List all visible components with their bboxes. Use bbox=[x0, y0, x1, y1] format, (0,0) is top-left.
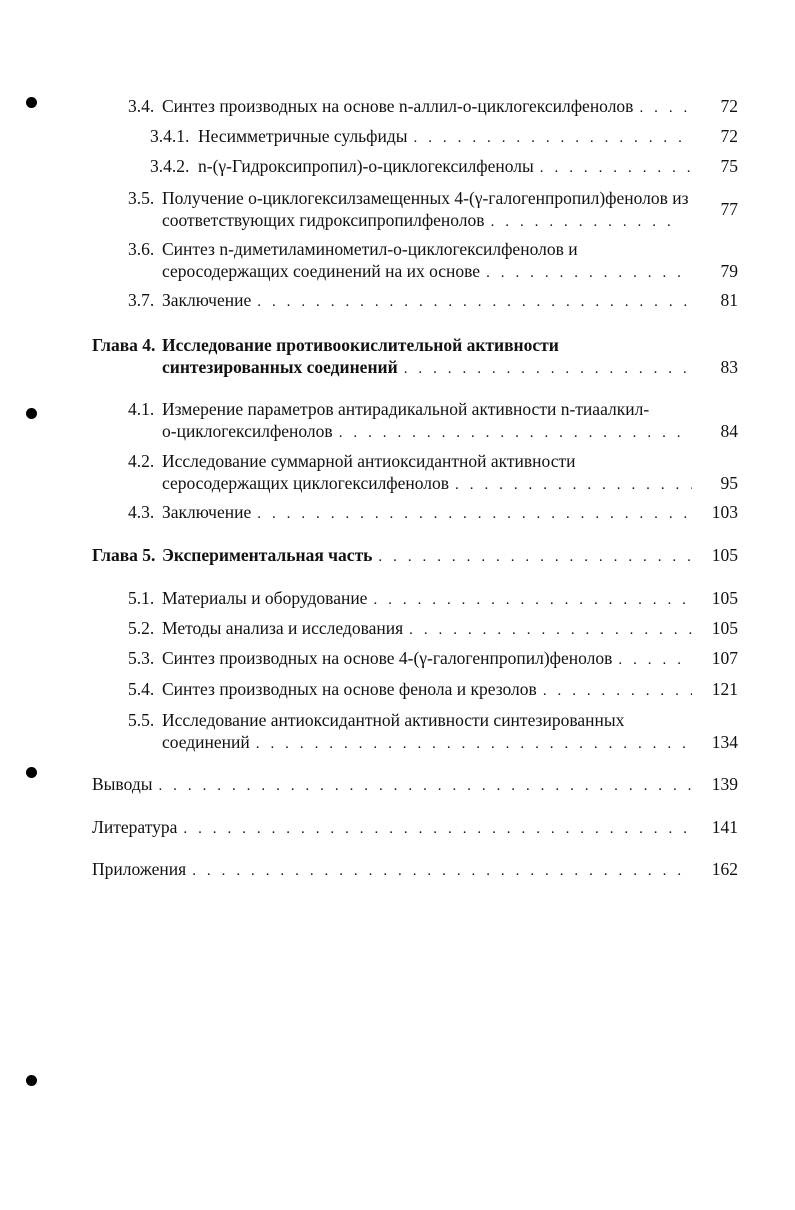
dot-leader bbox=[257, 503, 692, 525]
dot-leader bbox=[158, 775, 692, 797]
toc-entry-number: 5.3. bbox=[128, 648, 155, 668]
toc-entry-number: 5.4. bbox=[128, 679, 155, 699]
toc-entry-title: Выводы bbox=[92, 774, 153, 794]
dot-leader bbox=[540, 157, 692, 179]
toc-entry-page: 139 bbox=[711, 774, 738, 794]
dot-leader bbox=[183, 818, 692, 840]
dot-leader bbox=[378, 546, 692, 568]
toc-entry-title-line2: серосодержащих циклогексилфенолов bbox=[162, 473, 450, 493]
toc-entry-page: 107 bbox=[711, 648, 738, 668]
dot-leader bbox=[373, 589, 692, 611]
toc-entry-page: 105 bbox=[711, 588, 738, 608]
binder-hole-mark bbox=[26, 97, 37, 108]
toc-entry-title: Заключение bbox=[162, 290, 252, 310]
toc-entry-page: 81 bbox=[720, 290, 738, 310]
toc-entry-page: 121 bbox=[711, 679, 738, 699]
toc-entry-title-line2: соединений bbox=[162, 732, 250, 752]
toc-chapter-title-line1: Исследование противоокислительной активности bbox=[162, 335, 559, 355]
dot-leader bbox=[455, 474, 692, 496]
toc-chapter-title-line2: синтезированных соединений bbox=[162, 357, 398, 377]
toc-entry-number: 3.7. bbox=[128, 290, 155, 310]
dot-leader bbox=[491, 211, 682, 233]
toc-entry-title: Синтез производных на основе n-аллил-o-циклогексилфенолов bbox=[162, 96, 634, 116]
toc-entry-number: 4.1. bbox=[128, 399, 155, 419]
dot-leader bbox=[339, 422, 692, 444]
dot-leader bbox=[543, 680, 692, 702]
binder-hole-mark bbox=[26, 1075, 37, 1086]
toc-entry-page: 79 bbox=[720, 261, 738, 281]
toc-entry-number: 3.4. bbox=[128, 96, 155, 116]
toc-entry-page: 84 bbox=[720, 421, 738, 441]
dot-leader bbox=[486, 262, 692, 284]
toc-entry-page: 103 bbox=[711, 502, 738, 522]
toc-entry-number: 3.4.1. bbox=[150, 126, 190, 146]
toc-entry-page: 72 bbox=[720, 96, 738, 116]
toc-entry-number: 3.4.2. bbox=[150, 156, 190, 176]
toc-entry-page: 105 bbox=[711, 618, 738, 638]
toc-entry-title: Синтез производных на основе фенола и крезолов bbox=[162, 679, 537, 699]
toc-entry-title: Материалы и оборудование bbox=[162, 588, 368, 608]
toc-entry-title-line2: соответствующих гидроксипропилфенолов bbox=[162, 210, 485, 230]
toc-entry-page: 162 bbox=[711, 859, 738, 879]
dot-leader bbox=[256, 733, 692, 755]
toc-entry-number: 5.1. bbox=[128, 588, 155, 608]
toc-entry-page: 141 bbox=[711, 817, 738, 837]
toc-entry-number: 4.2. bbox=[128, 451, 155, 471]
toc-entry-title-line2: серосодержащих соединений на их основе bbox=[162, 261, 481, 281]
toc-entry-title-line2: o-циклогексилфенолов bbox=[162, 421, 333, 441]
toc-entry-title-line1: Исследование суммарной антиоксидантной активности bbox=[162, 451, 576, 471]
toc-chapter-page: 105 bbox=[711, 545, 738, 565]
toc-entry-page: 134 bbox=[711, 732, 738, 752]
toc-entry-page: 72 bbox=[720, 126, 738, 146]
toc-chapter-number: Глава 5. bbox=[92, 545, 156, 565]
binder-hole-mark bbox=[26, 408, 37, 419]
toc-entry-title-line1: Измерение параметров антирадикальной активности n-тиаалкил- bbox=[162, 399, 650, 419]
toc-entry-title-line1: Синтез n-диметиламинометил-o-циклогексилфенолов и bbox=[162, 239, 578, 259]
toc-entry-title: Методы анализа и исследования bbox=[162, 618, 404, 638]
toc-entry-page: 77 bbox=[720, 199, 738, 219]
toc-entry-page: 75 bbox=[720, 156, 738, 176]
toc-entry-page: 95 bbox=[720, 473, 738, 493]
dot-leader bbox=[257, 291, 692, 313]
dot-leader bbox=[404, 358, 692, 380]
toc-entry-title: Литература bbox=[92, 817, 178, 837]
toc-entry-number: 5.5. bbox=[128, 710, 155, 730]
toc-entry-title: Синтез производных на основе 4-(γ-галогенпропил)фенолов bbox=[162, 648, 613, 668]
toc-entry-title-line1: Исследование антиоксидантной активности синтезированных bbox=[162, 710, 625, 730]
toc-chapter-title: Экспериментальная часть bbox=[162, 545, 373, 565]
toc-entry-title: Приложения bbox=[92, 859, 187, 879]
toc-entry-title: Несимметричные сульфиды bbox=[198, 126, 408, 146]
dot-leader bbox=[639, 97, 692, 119]
toc-entry-title: Заключение bbox=[162, 502, 252, 522]
toc-entry-number: 3.5. bbox=[128, 188, 155, 208]
toc-entry-number: 5.2. bbox=[128, 618, 155, 638]
toc-chapter-page: 83 bbox=[720, 357, 738, 377]
binder-hole-mark bbox=[26, 767, 37, 778]
dot-leader bbox=[414, 127, 692, 149]
dot-leader bbox=[192, 860, 692, 882]
dot-leader bbox=[409, 619, 692, 641]
dot-leader bbox=[618, 649, 692, 671]
toc-entry-number: 3.6. bbox=[128, 239, 155, 259]
toc-entry-number: 4.3. bbox=[128, 502, 155, 522]
toc-chapter-number: Глава 4. bbox=[92, 335, 156, 355]
toc-entry-title: n-(γ-Гидроксипропил)-o-циклогексилфенолы bbox=[198, 156, 534, 176]
toc-entry-title-line1: Получение o-циклогексилзамещенных 4-(γ-галогенпропил)фенолов из bbox=[162, 188, 689, 208]
